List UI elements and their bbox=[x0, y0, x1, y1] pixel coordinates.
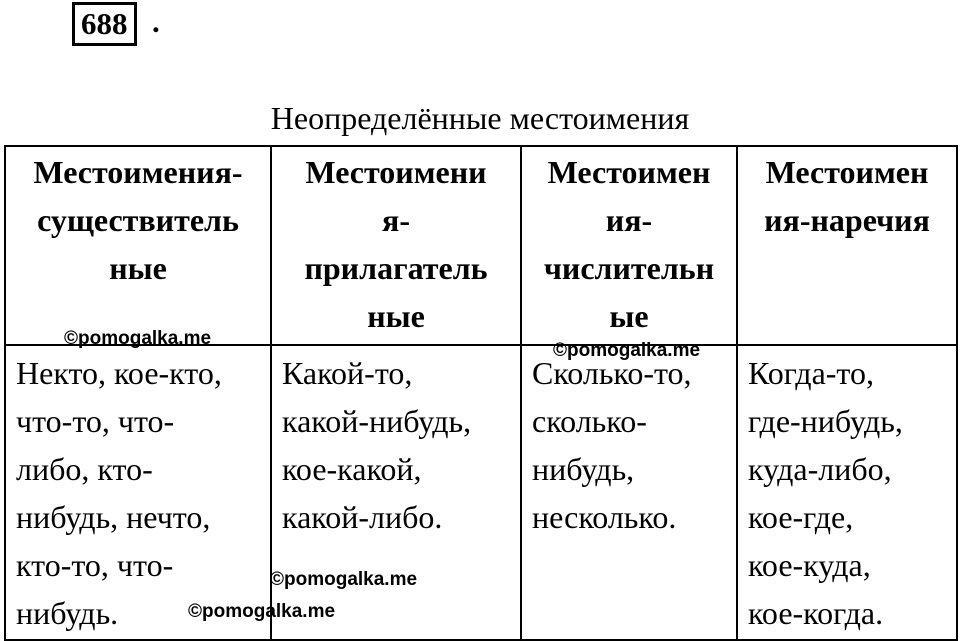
cell-adjectives: Какой-то, какой-нибудь, кое-какой, какой-либо. bbox=[271, 345, 521, 640]
header-nouns: Местоимения- существитель ные bbox=[5, 146, 271, 345]
watermark: ©pomogalka.me bbox=[270, 569, 418, 590]
watermark: ©pomogalka.me bbox=[64, 328, 212, 349]
table-caption: Неопределённые местоимения bbox=[270, 100, 690, 136]
table-header-row bbox=[5, 146, 957, 345]
header-adverbs: Местоимен ия-наречия bbox=[737, 146, 957, 345]
cell-numerals: Сколько-то, сколько- нибудь, несколько. bbox=[521, 345, 737, 640]
table-row bbox=[5, 345, 957, 640]
task-number: 688 bbox=[72, 2, 137, 46]
watermark: ©pomogalka.me bbox=[188, 601, 336, 622]
watermark: ©pomogalka.me bbox=[553, 340, 701, 361]
cell-nouns: Некто, кое-кто, что-то, что- либо, кто- нибудь, нечто, кто-то, что- нибудь. bbox=[5, 345, 271, 640]
header-numerals: Местоимен ия- числительн ые bbox=[521, 146, 737, 345]
task-number-dot: . bbox=[152, 4, 160, 39]
cell-adverbs: Когда-то, где-нибудь, куда-либо, кое-где, кое-куда, кое-когда. bbox=[737, 345, 957, 640]
header-adjectives: Местоимени я- прилагатель ные bbox=[271, 146, 521, 345]
pronoun-table bbox=[4, 145, 958, 641]
